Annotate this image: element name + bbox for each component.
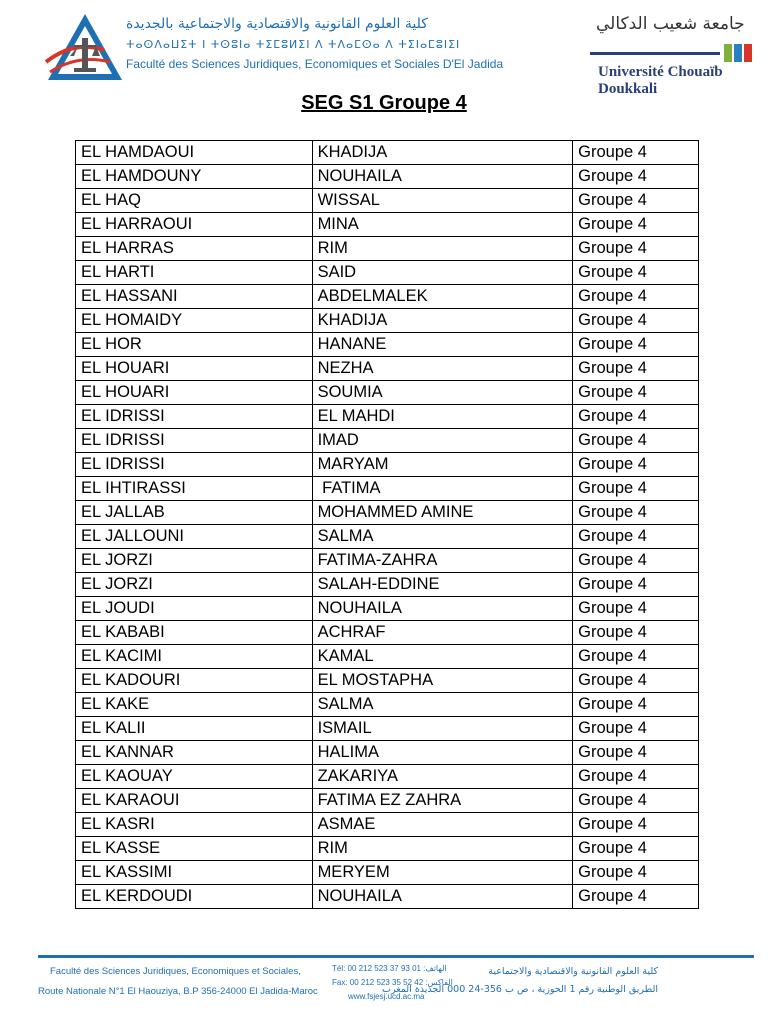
group-cell: Groupe 4 <box>573 501 699 525</box>
last-name-cell: EL HOUARI <box>76 381 313 405</box>
table-row <box>76 717 699 741</box>
first-name-cell: SALMA <box>312 693 573 717</box>
table-row <box>76 285 699 309</box>
table-row <box>76 885 699 909</box>
first-name-cell: KHADIJA <box>312 141 573 165</box>
last-name-cell: EL KASSIMI <box>76 861 313 885</box>
last-name-cell: EL HARTI <box>76 261 313 285</box>
group-cell: Groupe 4 <box>573 597 699 621</box>
last-name-cell: EL HAQ <box>76 189 313 213</box>
table-row <box>76 693 699 717</box>
last-name-cell: EL JORZI <box>76 573 313 597</box>
first-name-cell: SOUMIA <box>312 381 573 405</box>
group-cell: Groupe 4 <box>573 285 699 309</box>
university-name-arabic: جامعة شعيب الدكالي <box>596 14 745 34</box>
last-name-cell: EL KACIMI <box>76 645 313 669</box>
first-name-cell: HALIMA <box>312 741 573 765</box>
table-row <box>76 333 699 357</box>
first-name-cell: NEZHA <box>312 357 573 381</box>
table-row <box>76 837 699 861</box>
group-cell: Groupe 4 <box>573 885 699 909</box>
group-cell: Groupe 4 <box>573 237 699 261</box>
group-cell: Groupe 4 <box>573 765 699 789</box>
last-name-cell: EL HOUARI <box>76 357 313 381</box>
last-name-cell: EL KARAOUI <box>76 789 313 813</box>
first-name-cell: FATIMA-ZAHRA <box>312 549 573 573</box>
last-name-cell: EL JALLAB <box>76 501 313 525</box>
last-name-cell: EL KABABI <box>76 621 313 645</box>
last-name-cell: EL HARRAS <box>76 237 313 261</box>
table-row <box>76 213 699 237</box>
table-row <box>76 405 699 429</box>
table-row <box>76 381 699 405</box>
last-name-cell: EL KAOUAY <box>76 765 313 789</box>
first-name-cell: IMAD <box>312 429 573 453</box>
group-cell: Groupe 4 <box>573 261 699 285</box>
first-name-cell: SAID <box>312 261 573 285</box>
first-name-cell: ZAKARIYA <box>312 765 573 789</box>
table-row <box>76 645 699 669</box>
group-cell: Groupe 4 <box>573 477 699 501</box>
last-name-cell: EL KADOURI <box>76 669 313 693</box>
last-name-cell: EL HOMAIDY <box>76 309 313 333</box>
last-name-cell: EL KERDOUDI <box>76 885 313 909</box>
group-cell: Groupe 4 <box>573 141 699 165</box>
last-name-cell: EL KASSE <box>76 837 313 861</box>
group-cell: Groupe 4 <box>573 549 699 573</box>
faculty-logo-icon <box>44 10 126 86</box>
first-name-cell: SALMA <box>312 525 573 549</box>
page-title: SEG S1 Groupe 4 <box>301 92 467 114</box>
table-row <box>76 165 699 189</box>
last-name-cell: EL IDRISSI <box>76 405 313 429</box>
first-name-cell: KAMAL <box>312 645 573 669</box>
first-name-cell: FATIMA <box>312 477 573 501</box>
first-name-cell: NOUHAILA <box>312 885 573 909</box>
group-cell: Groupe 4 <box>573 381 699 405</box>
last-name-cell: EL JALLOUNI <box>76 525 313 549</box>
footer-address-line1: Faculté des Sciences Juridiques, Economiques et Sociales, <box>50 966 301 977</box>
group-cell: Groupe 4 <box>573 213 699 237</box>
roster-body <box>76 141 699 909</box>
first-name-cell: ISMAIL <box>312 717 573 741</box>
group-cell: Groupe 4 <box>573 189 699 213</box>
first-name-cell: KHADIJA <box>312 309 573 333</box>
student-roster-table <box>75 140 699 909</box>
group-cell: Groupe 4 <box>573 741 699 765</box>
last-name-cell: EL HARRAOUI <box>76 213 313 237</box>
first-name-cell: FATIMA EZ ZAHRA <box>312 789 573 813</box>
university-name-french: Université Chouaïb Doukkali <box>598 64 723 97</box>
last-name-cell: EL IDRISSI <box>76 453 313 477</box>
first-name-cell: EL MOSTAPHA <box>312 669 573 693</box>
group-cell: Groupe 4 <box>573 165 699 189</box>
group-cell: Groupe 4 <box>573 525 699 549</box>
first-name-cell: ABDELMALEK <box>312 285 573 309</box>
group-cell: Groupe 4 <box>573 405 699 429</box>
first-name-cell: MINA <box>312 213 573 237</box>
group-cell: Groupe 4 <box>573 309 699 333</box>
group-cell: Groupe 4 <box>573 429 699 453</box>
table-row <box>76 621 699 645</box>
table-row <box>76 525 699 549</box>
first-name-cell: WISSAL <box>312 189 573 213</box>
table-row <box>76 669 699 693</box>
group-cell: Groupe 4 <box>573 573 699 597</box>
table-row <box>76 189 699 213</box>
group-cell: Groupe 4 <box>573 693 699 717</box>
table-row <box>76 813 699 837</box>
last-name-cell: EL IDRISSI <box>76 429 313 453</box>
last-name-cell: EL HASSANI <box>76 285 313 309</box>
first-name-cell: EL MAHDI <box>312 405 573 429</box>
table-row <box>76 789 699 813</box>
group-cell: Groupe 4 <box>573 645 699 669</box>
table-row <box>76 357 699 381</box>
first-name-cell: RIM <box>312 237 573 261</box>
group-cell: Groupe 4 <box>573 813 699 837</box>
first-name-cell: NOUHAILA <box>312 597 573 621</box>
first-name-cell: HANANE <box>312 333 573 357</box>
group-cell: Groupe 4 <box>573 669 699 693</box>
first-name-cell: RIM <box>312 837 573 861</box>
table-row <box>76 597 699 621</box>
table-row <box>76 501 699 525</box>
first-name-cell: SALAH-EDDINE <box>312 573 573 597</box>
group-cell: Groupe 4 <box>573 789 699 813</box>
faculty-name-french: Faculté des Sciences Juridiques, Economiques et Sociales D'El Jadida <box>126 57 504 71</box>
table-row <box>76 861 699 885</box>
group-cell: Groupe 4 <box>573 333 699 357</box>
footer-fax: Fax: 00 212 523 35 52 42 :الفاكس <box>332 978 453 987</box>
first-name-cell: ACHRAF <box>312 621 573 645</box>
table-row <box>76 549 699 573</box>
footer-phone: Tél: 00 212 523 37 93 01 :الهاتف <box>332 964 447 973</box>
last-name-cell: EL KANNAR <box>76 741 313 765</box>
last-name-cell: EL KASRI <box>76 813 313 837</box>
first-name-cell: MARYAM <box>312 453 573 477</box>
last-name-cell: EL JOUDI <box>76 597 313 621</box>
table-row <box>76 453 699 477</box>
last-name-cell: EL IHTIRASSI <box>76 477 313 501</box>
table-row <box>76 765 699 789</box>
group-cell: Groupe 4 <box>573 621 699 645</box>
table-row <box>76 477 699 501</box>
footer-website: www.fsjesj.ucd.ac.ma <box>348 992 425 1001</box>
table-row <box>76 573 699 597</box>
footer-divider <box>38 955 754 958</box>
table-row <box>76 429 699 453</box>
page-header <box>0 0 768 95</box>
faculty-name-tifinagh: ⵜⴰⵙⴷⴰⵡⵉⵜ ⵏ ⵜⵙⵓⵏⴰ ⵜⵉⵎⵓⵍⵉⵏ ⴷ ⵜⴷⴰⵎⵙⴰ ⴷ ⵜⵉⵏⴰⵎⵓⵏⵉⵏ <box>126 38 461 51</box>
last-name-cell: EL HAMDOUNY <box>76 165 313 189</box>
university-logo-icon <box>590 42 752 64</box>
first-name-cell: MERYEM <box>312 861 573 885</box>
last-name-cell: EL JORZI <box>76 549 313 573</box>
last-name-cell: EL HAMDAOUI <box>76 141 313 165</box>
table-row <box>76 741 699 765</box>
footer-arabic-line2: الطريق الوطنية رقم 1 الحوزية ، ص ب 356-24 000 الجديدة المغرب <box>382 984 658 995</box>
group-cell: Groupe 4 <box>573 837 699 861</box>
last-name-cell: EL KALII <box>76 717 313 741</box>
group-cell: Groupe 4 <box>573 861 699 885</box>
table-row <box>76 309 699 333</box>
faculty-name-arabic: كلية العلوم القانونية والاقتصادية والاجتماعية بالجديدة <box>126 16 428 32</box>
group-cell: Groupe 4 <box>573 357 699 381</box>
first-name-cell: ASMAE <box>312 813 573 837</box>
group-cell: Groupe 4 <box>573 453 699 477</box>
group-cell: Groupe 4 <box>573 717 699 741</box>
first-name-cell: NOUHAILA <box>312 165 573 189</box>
last-name-cell: EL HOR <box>76 333 313 357</box>
first-name-cell: MOHAMMED AMINE <box>312 501 573 525</box>
last-name-cell: EL KAKE <box>76 693 313 717</box>
table-row <box>76 261 699 285</box>
table-row <box>76 237 699 261</box>
table-row <box>76 141 699 165</box>
footer-address-line2: Route Nationale N°1 El Haouziya, B.P 356-24000 El Jadida-Maroc <box>38 986 318 997</box>
footer-arabic-line1: كلية العلوم القانونية والاقتصادية والاجتماعية <box>488 966 658 977</box>
